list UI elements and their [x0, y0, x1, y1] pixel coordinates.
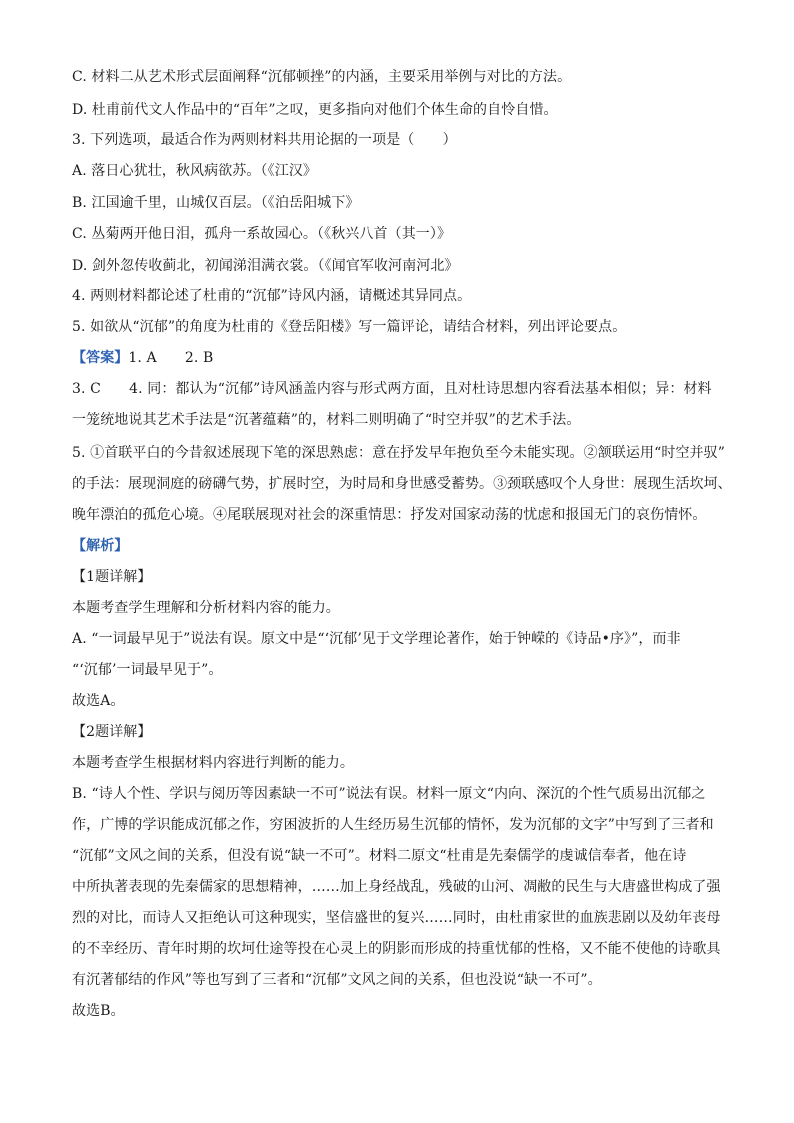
q3-option-b-line: B. 江国逾千里，山城仅百层。（《泊岳阳城下》	[72, 195, 360, 211]
question-5-line: 5. 如欲从“沉郁”的角度为杜甫的《登岳阳楼》写一篇评论，请结合材料，列出评论要点。	[72, 319, 627, 335]
detail-2-choice: 故选B。	[72, 1003, 125, 1019]
detail-2-para-4: 中所执著表现的先秦儒家的思想精神，……加上身经战乱，残破的山河、凋敝的民生与大唐盛世构成了强	[72, 879, 721, 895]
detail-2-intro: 本题考查学生根据材料内容进行判断的能力。	[72, 755, 354, 771]
answer-text: 1. A 2. B	[128, 350, 214, 366]
answer-heading: 【答案】	[72, 350, 129, 366]
detail-2-para-7: 有沉著郁结的作风”等也写到了三者和“沉郁”文风之间的关系，但也没说“缺一不可”。	[72, 972, 602, 988]
detail-1-para-2: “‘沉郁’一词最早见于”。	[72, 662, 223, 678]
detail-1-para-1: A. “一词最早见于”说法有误。原文中是“‘沉郁’见于文学理论著作，始于钟嵘的《诗品•序》”，而非	[72, 631, 681, 647]
option-d-line: D. 杜甫前代文人作品中的“百年”之叹，更多指向对他们个体生命的自怜自惜。	[72, 102, 558, 118]
question-3-line: 3. 下列选项，最适合作为两则材料共用论据的一项是（ ）	[72, 132, 457, 148]
q3-option-d-line: D. 剑外忽传收蓟北，初闻涕泪满衣裳。（《闻官军收河南河北》	[72, 258, 459, 274]
q3-option-c-line: C. 丛菊两开他日泪，孤舟一系故园心。（《秋兴八首（其一）》	[72, 226, 452, 242]
answer-5-line-3: 晚年漂泊的孤危心境。④尾联展现对社会的深重情思：抒发对国家动荡的忧虑和报国无门的哀伤情怀。	[72, 507, 707, 523]
answer-5-line-2: 的手法：展现洞庭的磅礴气势，扩展时空，为时局和身世感受蓄势。③颈联感叹个人身世：展现生活坎坷、	[72, 476, 732, 492]
question-4-line: 4. 两则材料都论述了杜甫的“沉郁”诗风内涵，请概述其异同点。	[72, 288, 472, 304]
detail-2-para-3: “沉郁”文风之间的关系，但没有说“缺一不可”。材料二原文“杜甫是先秦儒学的虔诚信奉者，他在诗	[72, 848, 687, 864]
detail-1-choice: 故选A。	[72, 693, 125, 709]
answer-5-line-1: 5. ①首联平白的今昔叙述展现下笔的深思熟虑：意在抒发早年抱负至今未能实现。②颔联运用“时空并驭”	[72, 445, 726, 461]
answer-4-cont-line: 一笼统地说其艺术手法是“沉著蕴藉”的，材料二则明确了“时空并驭”的艺术手法。	[72, 412, 581, 428]
q3-option-a-line: A. 落日心犹壮，秋风病欲苏。（《江汉》	[72, 163, 318, 179]
option-c-line: C. 材料二从艺术形式层面阐释“沉郁顿挫”的内涵，主要采用举例与对比的方法。	[72, 69, 572, 85]
answer-3-4-line: 3. C 4. 同：都认为“沉郁”诗风涵盖内容与形式两方面，且对杜诗思想内容看法基本相似；异：材料	[72, 381, 712, 397]
answer-line	[72, 348, 732, 368]
detail-2-para-5: 烈的对比，而诗人又拒绝认可这种现实，坚信盛世的复兴……同时，由杜甫家世的血族悲剧以及幼年丧母	[72, 910, 721, 926]
analysis-heading: 【解析】	[72, 538, 129, 554]
detail-2-para-1: B. “诗人个性、学识与阅历等因素缺一不可”说法有误。材料一原文“内向、深沉的个性气质易出沉郁之	[72, 786, 706, 802]
detail-1-heading: 【1题详解】	[72, 569, 152, 585]
detail-2-para-6: 的不幸经历、青年时期的坎坷仕途等投在心灵上的阴影而形成的持重忧郁的性格，又不能不使他的诗歌具	[72, 941, 721, 957]
detail-2-heading: 【2题详解】	[72, 724, 152, 740]
detail-1-intro: 本题考查学生理解和分析材料内容的能力。	[72, 600, 340, 616]
detail-2-para-2: 作，广博的学识能成沉郁之作，穷困波折的人生经历易生沉郁的情怀，发为沉郁的文字”中写到了三者和	[72, 817, 714, 833]
